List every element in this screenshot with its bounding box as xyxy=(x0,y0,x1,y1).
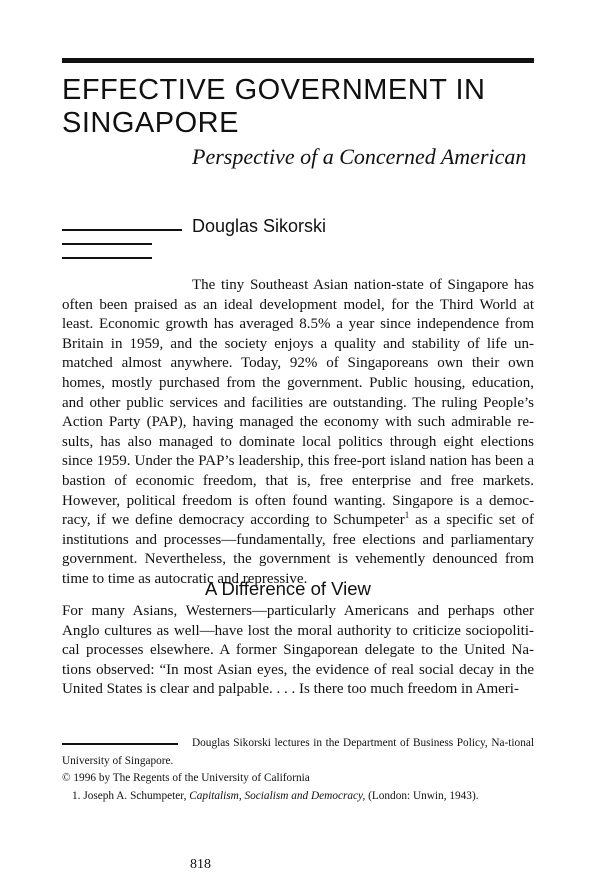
top-rule xyxy=(62,58,534,63)
author-name: Douglas Sikorski xyxy=(192,216,327,236)
footnotes xyxy=(62,735,534,805)
footnote-1-author: Joseph A. Schumpeter, xyxy=(83,789,190,802)
author-rule-2 xyxy=(62,243,152,245)
page-number: 818 xyxy=(190,857,211,872)
article-subtitle: Perspective of a Concerned American xyxy=(192,144,527,169)
copyright-line: © 1996 by The Regents of the University of California xyxy=(62,772,310,784)
title-line-1: EFFECTIVE GOVERNMENT IN xyxy=(62,74,486,106)
footnote-1 xyxy=(62,788,534,806)
body-text-2 xyxy=(62,602,534,700)
paragraph-2: For many Asians, Westerners—particularly Americans and perhaps other Anglo cultures as well—have lost the moral authority to criticize sociopoliti-cal processes elsewhere. A former Singaporean delegate to the United Na-tions observed: “In most Asian eyes, the evidence of real social decay in the United States is clear and palpable. . . . Is there too much freedom in Ameri- xyxy=(62,603,534,698)
author-rule-1 xyxy=(62,229,182,231)
author-rule-3 xyxy=(62,257,152,259)
article-title xyxy=(62,76,562,138)
paragraph-1-text: The tiny Southeast Asian nation-state of Singapore has often been praised as an ideal development model, for the Third World at least. Economic growth has averaged 8.5% a year since independence from Britain in 1959, and the society enjoys a quality and stability of life un-matched almost anywhere. Today, 92% of Singaporeans own their own homes, mostly purchased from the government. Public housing, education, and other public services and facilities are outstanding. The ruling People’s Action Party (PAP), having managed the economy with such admirable re-sults, has also managed to dominate local politics through eight elections since 1959. Under the PAP’s leadership, this free-port island nation has been a bastion of economic freedom, that is, free enterprise and free markets. However, political freedom is often found wanting. Singapore is a democ-racy, if we define democracy according to Schumpeter xyxy=(62,277,534,529)
paragraph-1-end: as a specific set of institutions and processes—fundamentally, free elections and parliamentary government. Nevertheless, the government is vehemently denounced from time to time as autocratic and repressive. xyxy=(62,512,534,587)
title-line-2: SINGAPORE xyxy=(62,107,239,139)
footnote-1-rest: (London: Unwin, 1943). xyxy=(365,789,479,802)
paragraph-1 xyxy=(62,276,534,590)
footnote-1-title: Capitalism, Socialism and Democracy, xyxy=(189,789,366,802)
footnote-1-number: 1. xyxy=(72,789,81,802)
section-heading: A Difference of View xyxy=(205,578,371,599)
author-note: Douglas Sikorski lectures in the Department of Business Policy, Na-tional University of Singapore. xyxy=(62,737,534,767)
footnote-reference: 1 xyxy=(404,510,410,521)
body-text xyxy=(62,276,534,590)
